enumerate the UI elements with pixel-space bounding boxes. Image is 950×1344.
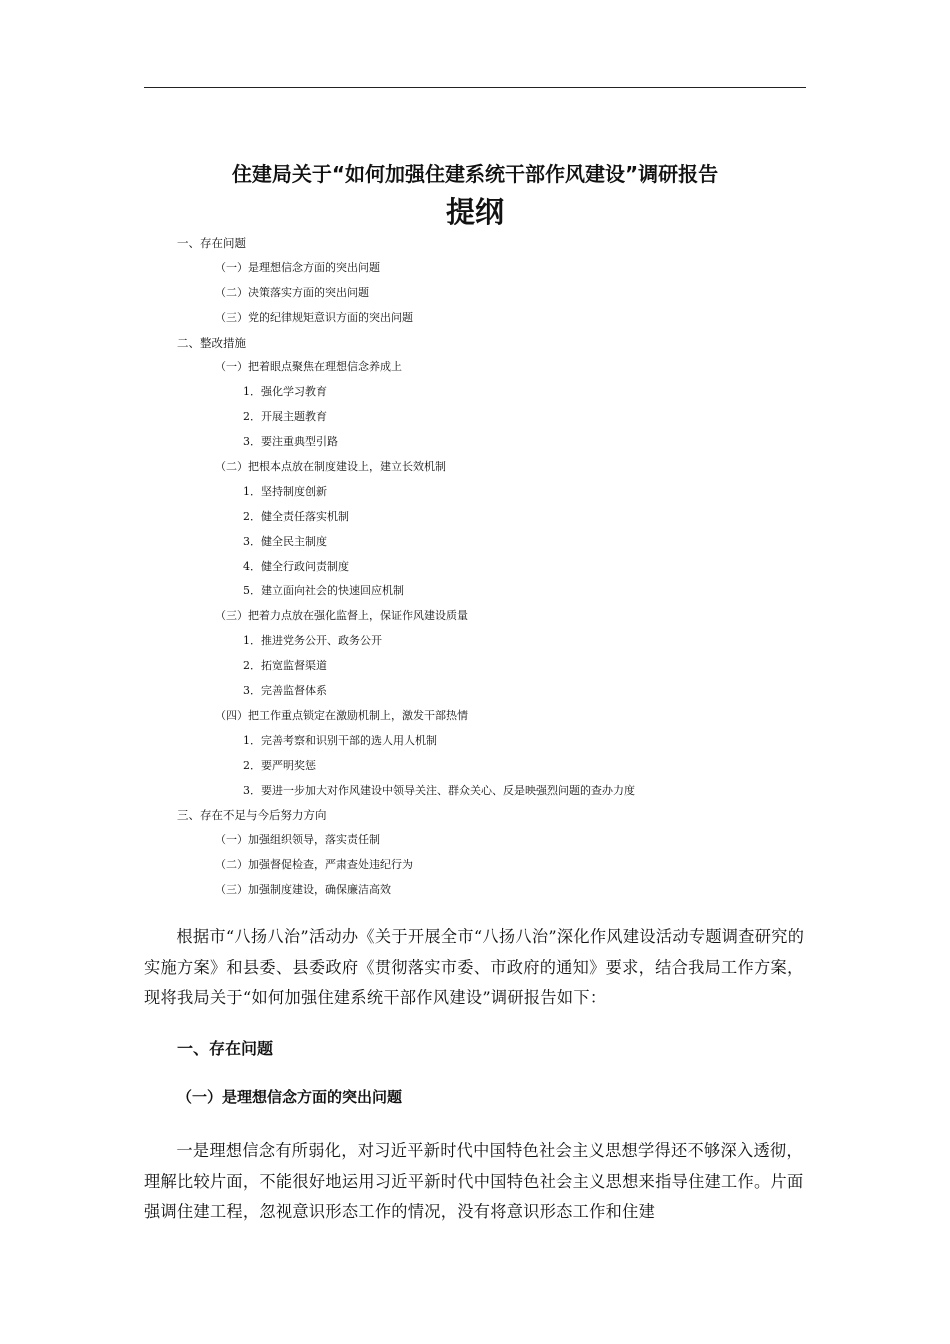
outline-item-level-2: （二）决策落实方面的突出问题 [215, 285, 369, 299]
outline-item-level-3: 1．强化学习教育 [243, 385, 327, 399]
outline-item-level-1: 二、整改措施 [177, 335, 246, 350]
outline-item-level-3: 2．健全责任落实机制 [243, 509, 349, 523]
outline-item-level-1: 一、存在问题 [177, 236, 246, 250]
outline-item-level-1: 三、存在不足与今后努力方向 [177, 808, 327, 823]
document-subtitle: 提纲 [445, 195, 504, 229]
body-paragraph: 一是理想信念有所弱化，对习近平新时代中国特色社会主义思想学得还不够深入透彻，理解比较片面，不能很好地运用习近平新时代中国特色社会主义思想来指导住建工作。片面强调住建工程，忽视意识形态工作的情况，没有将意识形态工作和住建 [144, 1141, 804, 1221]
outline-item-level-2: （二）加强督促检查，严肃查处违纪行为 [215, 858, 413, 872]
outline-item-level-2: （四）把工作重点锁定在激励机制上，激发干部热情 [215, 708, 468, 722]
outline-item-level-3: 2．拓宽监督渠道 [243, 659, 327, 673]
outline-item-level-2: （三）加强制度建设，确保廉洁高效 [215, 883, 391, 897]
outline-item-level-2: （二）把根本点放在制度建设上，建立长效机制 [215, 460, 446, 474]
outline-item-level-2: （一）加强组织领导，落实责任制 [215, 833, 380, 847]
section-heading: 一、存在问题 [177, 1039, 274, 1058]
header-rule [144, 87, 806, 88]
outline-item-level-2: （一）把着眼点聚焦在理想信念养成上 [215, 360, 402, 374]
outline-list [0, 231, 950, 903]
outline-item-level-3: 3．要注重典型引路 [243, 435, 338, 449]
outline-item-level-3: 3．要进一步加大对作风建设中领导关注、群众关心、反是映强烈问题的查办力度 [243, 783, 635, 797]
outline-item-level-3: 1．坚持制度创新 [243, 484, 327, 498]
outline-item-level-3: 1．推进党务公开、政务公开 [243, 634, 382, 648]
outline-item-level-3: 4．健全行政问责制度 [243, 559, 349, 573]
outline-item-level-3: 1．完善考察和识别干部的选人用人机制 [243, 733, 437, 747]
subsection-heading: （一）是理想信念方面的突出问题 [177, 1088, 403, 1106]
outline-item-level-2: （三）党的纪律规矩意识方面的突出问题 [215, 310, 413, 324]
outline-item-level-2: （三）把着力点放在强化监督上，保证作风建设质量 [215, 609, 468, 623]
outline-item-level-3: 2．要严明奖惩 [243, 758, 316, 772]
outline-item-level-3: 3．健全民主制度 [243, 534, 327, 548]
outline-item-level-3: 2．开展主题教育 [243, 410, 327, 424]
outline-item-level-3: 5．建立面向社会的快速回应机制 [243, 584, 404, 598]
document-title: 住建局关于“如何加强住建系统干部作风建设”调研报告 [231, 162, 719, 186]
outline-item-level-3: 3．完善监督体系 [243, 684, 327, 698]
intro-paragraph: 根据市“八扬八治”活动办《关于开展全市“八扬八治”深化作风建设活动专题调查研究的实施方案》和县委、县委政府《贯彻落实市委、市政府的通知》要求，结合我局工作方案，现将我局关于“如何加强住建系统干部作风建设”调研报告如下： [144, 927, 805, 1007]
outline-item-level-2: （一）是理想信念方面的突出问题 [215, 260, 380, 274]
